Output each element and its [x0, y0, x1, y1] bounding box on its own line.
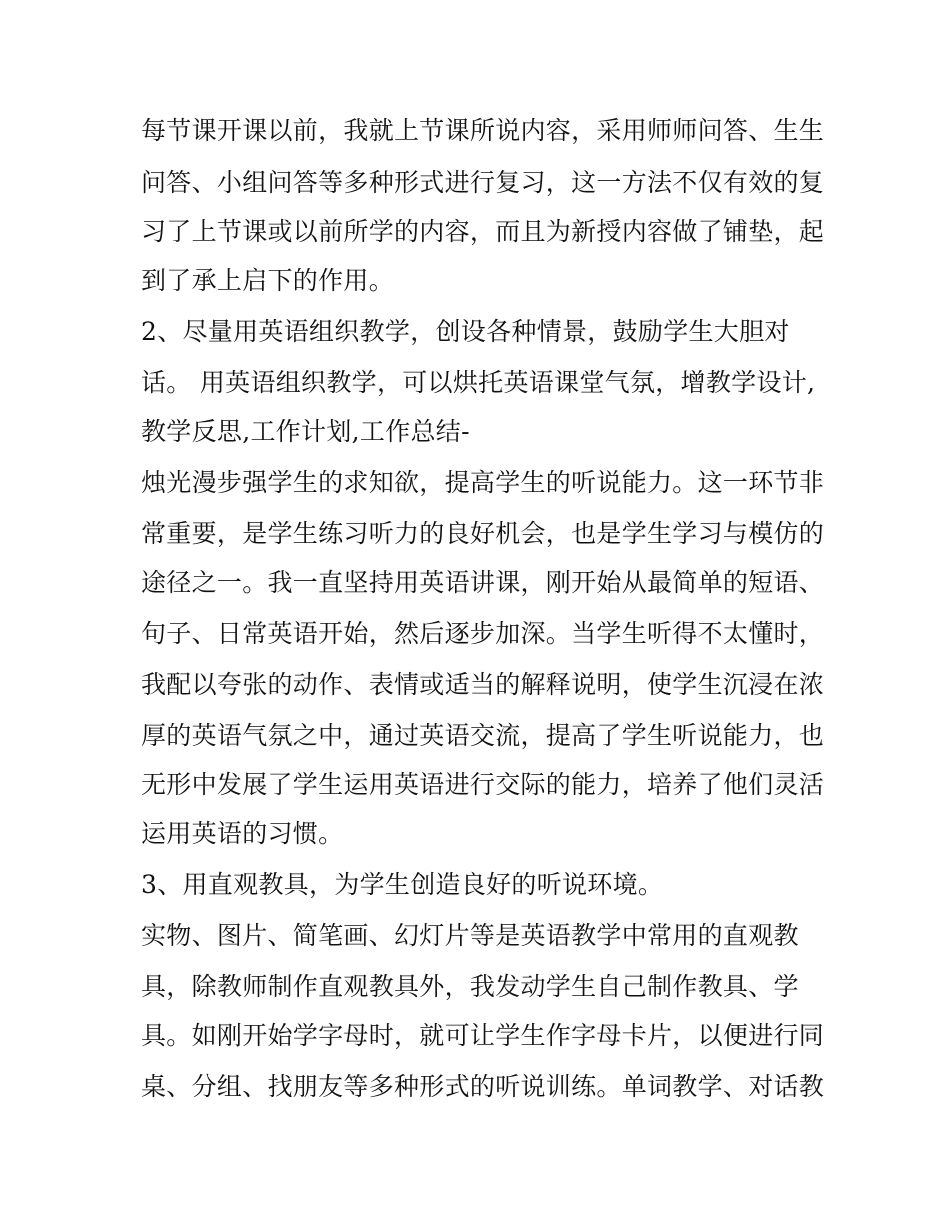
- text-line: 问答、小组问答等多种形式进行复习，这一方法不仅有效的复: [141, 168, 825, 197]
- text-line: 句子、日常英语开始，然后逐步加深。当学生听得不太懂时，: [141, 619, 825, 648]
- section-heading: 2、尽量用英语组织教学，创设各种情景，鼓励学生大胆对: [141, 317, 790, 346]
- text-line: 习了上节课或以前所学的内容，而且为新授内容做了铺垫，起: [141, 217, 825, 246]
- text-line: 无形中发展了学生运用英语进行交际的能力，培养了他们灵活: [141, 770, 825, 799]
- text-line: 烛光漫步强学生的求知欲，提高学生的听说能力。这一环节非: [141, 468, 825, 497]
- text-line: 每节课开课以前，我就上节课所说内容，采用师师问答、生生: [141, 116, 825, 145]
- text-line: 运用英语的习惯。: [141, 819, 344, 848]
- text-line: 常重要，是学生练习听力的良好机会，也是学生学习与模仿的: [141, 519, 825, 548]
- text-line: 到了承上启下的作用。: [141, 266, 395, 295]
- text-line: 我配以夸张的动作、表情或适当的解释说明，使学生沉浸在浓: [141, 670, 825, 699]
- text-line: 具。如刚开始学字母时，就可让学生作字母卡片，以便进行同: [141, 1021, 825, 1050]
- text-line: 途径之一。我一直坚持用英语讲课，刚开始从最简单的短语、: [141, 568, 825, 597]
- text-line: 厚的英语气氛之中，通过英语交流，提高了学生听说能力，也: [141, 721, 825, 750]
- section-heading: 3、用直观教具，为学生创造良好的听说环境。: [141, 870, 664, 899]
- text-line: 实物、图片、简笔画、幻灯片等是英语教学中常用的直观教: [141, 921, 799, 950]
- text-line: 具，除教师制作直观教具外，我发动学生自己制作教具、学: [141, 972, 799, 1001]
- text-line: 桌、分组、找朋友等多种形式的听说训练。单词教学、对话教: [141, 1072, 825, 1101]
- text-line: 话。 用英语组织教学，可以烘托英语课堂气氛，增教学设计,: [141, 368, 816, 397]
- text-line: 教学反思,工作计划,工作总结-: [141, 417, 470, 446]
